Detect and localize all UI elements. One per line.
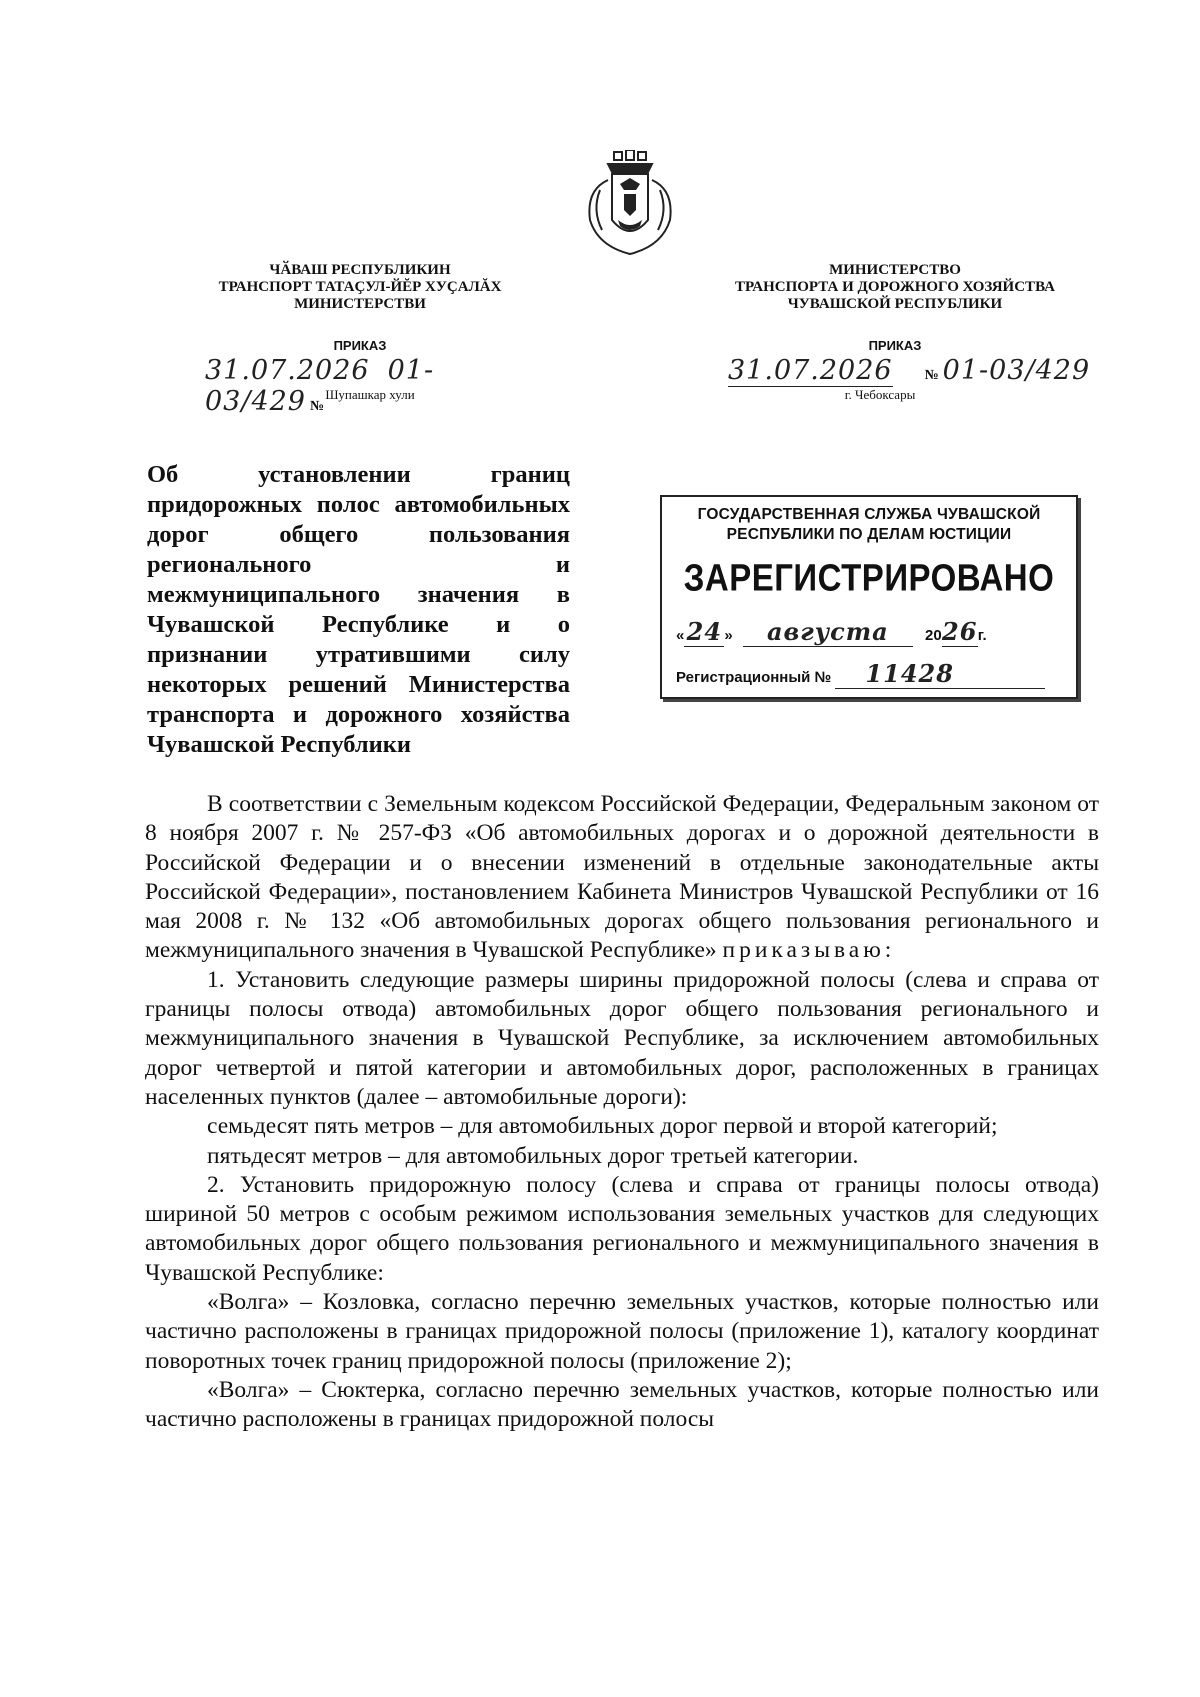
order-date-left: 31.07.2026 (205, 355, 370, 386)
stamp-date-row (676, 617, 1066, 647)
clause-1-item-b: пятьдесят метров – для автомобильных дорог третьей категории. (207, 1142, 859, 1169)
stamp-year-suffix: 26 (942, 617, 978, 646)
header-left-line-1: ЧӐВАШ РЕСПУБЛИКИН (269, 262, 451, 278)
clause-2-item-a: «Волга» – Козловка, согласно перечню земельных участков, которые полностью или частично расположены в границах придорожной полосы (приложение 1), каталогу координат поворотных точек границ придорожной полосы (приложение 2); (145, 1289, 1099, 1374)
stamp-quote-open: « (676, 627, 685, 644)
stamp-reg-label: Регистрационный № (676, 669, 832, 686)
stamp-org-line-2: РЕСПУБЛИКИ ПО ДЕЛАМ ЮСТИЦИИ (726, 526, 1012, 543)
order-number-right-value: 01-03/429 (942, 355, 1091, 386)
order-label-right: ПРИКАЗ (868, 338, 922, 353)
stamp-quote-close: » (724, 627, 733, 644)
stamp-status: ЗАРЕГИСТРИРОВАНО (683, 556, 1055, 599)
stamp-reg-row (676, 659, 1066, 689)
place-right: г. Чебоксары (844, 387, 916, 402)
header-left-line-3: МИНИСТЕРСТВИ (294, 296, 426, 312)
coat-of-arms-emblem (578, 150, 682, 260)
clause-2-item-b: «Волга» – Сюктерка, согласно перечню земельных участков, которые полностью или частично расположены в границах придорожной полосы (145, 1376, 1099, 1433)
header-left (160, 262, 560, 313)
header-left-line-2: ТРАНСПОРТ ТАТАҪУЛ-ЙĔР ХУҪАЛĂХ (218, 279, 502, 295)
registration-stamp (660, 495, 1078, 699)
document-body (145, 790, 1099, 1435)
order-label-left: ПРИКАЗ (333, 338, 387, 353)
place-left: Шупашкар хули (325, 387, 415, 402)
order-number-left-value: 01-03/429 (205, 355, 435, 417)
order-word: приказываю: (722, 937, 896, 964)
stamp-year-prefix: 20 (925, 627, 942, 644)
stamp-day: 24 (686, 617, 723, 646)
preamble-text: В соответствии с Земельным кодексом Российской Федерации, Федеральным законом от 8 ноября 2007 г. № 257-ФЗ «Об автомобильных дорогах и о дорожной деятельности в Российской Федерации и о внесении изменений в отдельные законодательные акты Российской Федерации», постановлением Кабинета Министров Чувашской Республики от 16 мая 2008 г. № 132 «Об автомобильных дорогах общего пользования регионального и межмуниципального значения в Чувашской Республике» (145, 791, 1099, 964)
document-title: Об установлении границ придорожных полос автомобильных дорог общего пользования регионального и межмуниципального значения в Чувашской Республике и о признании утратившими силу некоторых решений Министерства транспорта и дорожного хозяйства Чувашской Республики (147, 461, 570, 758)
clause-1-item-a: семьдесят пять метров – для автомобильных дорог первой и второй категорий; (207, 1113, 998, 1140)
stamp-org-line-1: ГОСУДАРСТВЕННАЯ СЛУЖБА ЧУВАШСКОЙ (697, 506, 1041, 523)
header-right-line-1: МИНИСТЕРСТВО (829, 262, 961, 278)
number-sign-left: № (310, 399, 325, 414)
stamp-month: августа (766, 617, 889, 646)
header-right-line-3: ЧУВАШСКОЙ РЕСПУБЛИКИ (787, 296, 1003, 312)
header-right-line-2: ТРАНСПОРТА И ДОРОЖНОГО ХОЗЯЙСТВА (735, 279, 1055, 295)
stamp-organization (662, 505, 1076, 545)
stamp-reg-number: 11428 (865, 659, 954, 688)
clause-1: 1. Установить следующие размеры ширины придорожной полосы (слева и справа от границы полосы отвода) автомобильных дорог общего пользования регионального и межмуниципального значения в Чувашской Республике, за исключением автомобильных дорог четвертой и пятой категории и автомобильных дорог, расположенных в границах населенных пунктов (далее – автомобильные дороги): (145, 966, 1099, 1110)
preamble-paragraph (145, 790, 1099, 966)
stamp-year-unit: г. (977, 627, 987, 644)
order-date-right: 31.07.2026 (728, 355, 893, 386)
header-right (670, 262, 1120, 313)
number-sign-right: № (924, 368, 939, 383)
clause-2: 2. Установить придорожную полосу (слева и справа от границы полосы отвода) шириной 50 метров с особым режимом использования земельных участков для следующих автомобильных дорог общего пользования регионального и межмуниципального значения в Чувашской Республике: (145, 1171, 1099, 1286)
